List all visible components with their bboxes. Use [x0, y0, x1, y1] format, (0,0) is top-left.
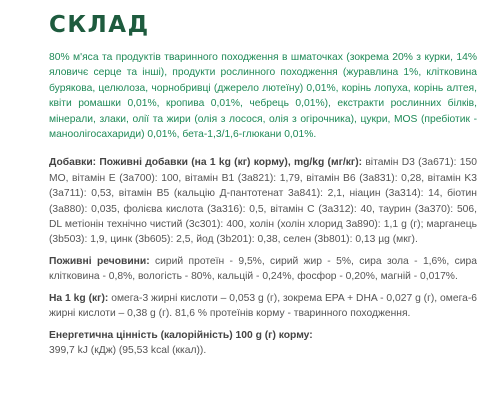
- nutrients-label: Поживні речовини:: [49, 255, 150, 267]
- per-kg-text: омега-3 жирні кислоти – 0,053 g (г), зокрема EPA + DHA - 0,027 g (г), омега-6 жирні кислоти – 0,38 g (г). 81,6 % протеїнів корму - тваринного походження.: [49, 292, 477, 320]
- additives-section: [49, 155, 477, 247]
- per-kg-label: На 1 kg (кг):: [49, 292, 109, 304]
- composition-text: 80% м'яса та продуктів тваринного походження в шматочках (зокрема 20% з курки, 14% яловичє серце та інші), продукти рослинного походження (журавлина 1%, клітковина бурякова, целюлоза, чорнобривці (джерело лютеїну) 0,01%, корінь лопуха, корінь алтея, квіти ромашки 0,01%, кропива 0,01%, чебрець 0,01%), екстракти рослинних білків, мінерали, злаки, олії та жири (олія з лосося, олія з огірочника), цукри, MOS (пребіотик - маноолігосахариди) 0,01%, бета-1,3/1,6-глюкани 0,01%.: [49, 52, 477, 141]
- nutrients-section: [49, 254, 477, 285]
- additives-label: Добавки: Поживні добавки (на 1 kg (кг) корму), mg/kg (мг/кг):: [49, 157, 363, 169]
- energy-section: [49, 328, 477, 359]
- nutrients-text: сирий протеїн - 9,5%, сирий жир - 5%, сира зола - 1,6%, сира клітковина - 0,8%, вологість - 80%, кальцій - 0,24%, фосфор - 0,20%, магній - 0,017%.: [49, 255, 478, 283]
- energy-label: Енергетична цінність (калорійність) 100 g (г) корму:: [49, 329, 313, 341]
- energy-value: 399,7 kJ (кДж) (95,53 kcal (ккал)).: [49, 344, 207, 356]
- per-kg-section: [49, 291, 477, 322]
- additives-text: вітамін D3 (3a671): 150 МО, вітамін E (3a700): 100, вітамін B1 (3a821): 1,79, вітамін B6 (3a831): 0,28, вітамін K3 (3a711): 0,53, вітамін B5 (кальцію Д-пантотенат 3a841): 2,1, ніацин (3a314): 14, біотин (3a880): 0,035, фолієва кислота (3a316): 0,5, вітамін C (3a312): 40, таурин (3a370): 506, DL метіонін технічно чистий (3c301): 400, холін (холін хлорид 3a890): 1,1 g (г); марганець (3b503): 1,9, цинк (3b605): 2,5, йод (3b201): 0,38, селен (3b801): 0,13 µg (мкг).: [49, 157, 477, 246]
- page-title: СКЛАД: [49, 12, 150, 38]
